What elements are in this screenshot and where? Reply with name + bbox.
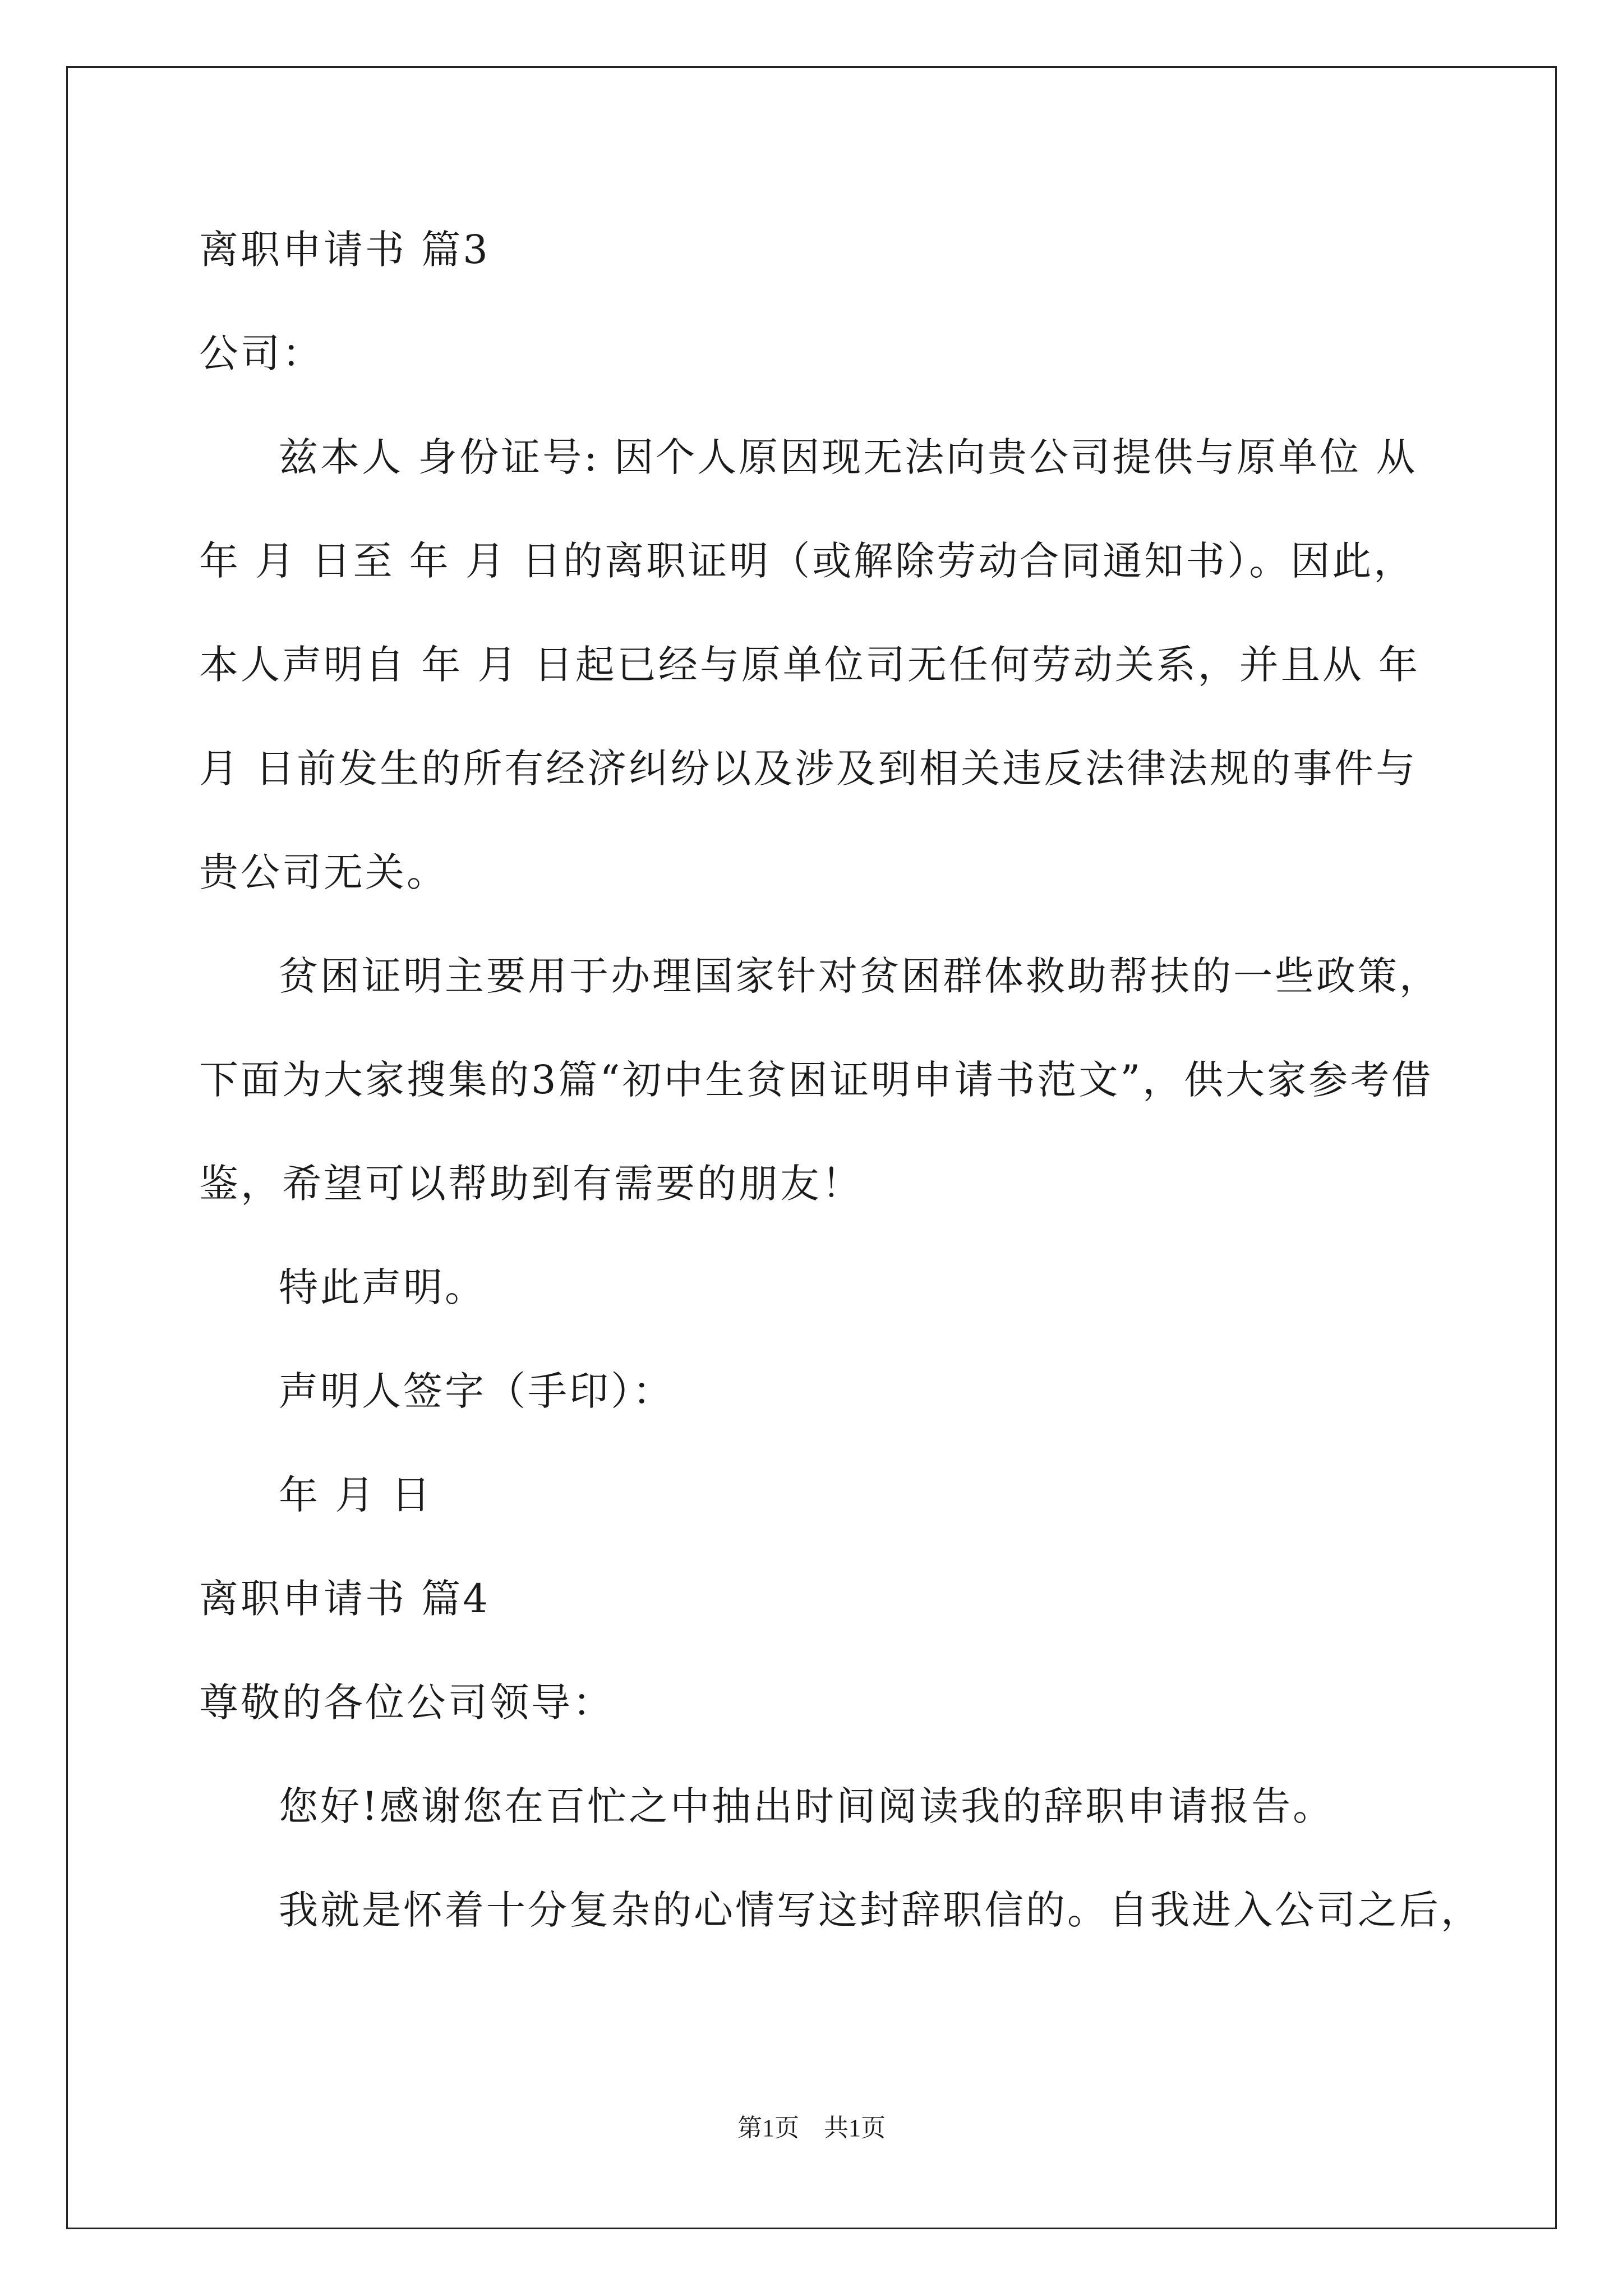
- signature-line: 声明人签字（手印）：: [279, 1368, 674, 1414]
- salutation: 公司：: [199, 330, 324, 376]
- paragraph-line: 您好!感谢您在百忙之中抽出时间阅读我的辞职申请报告。: [279, 1783, 1335, 1829]
- paragraph-line: 年 月 日至 年 月 日的离职证明（或解除劳动合同通知书）。因此，: [199, 538, 1415, 584]
- date-line: 年 月 日: [279, 1472, 433, 1518]
- section-heading-4: 离职申请书 篇4: [199, 1576, 490, 1622]
- closing-statement: 特此声明。: [279, 1264, 486, 1310]
- paragraph-line: 鉴，希望可以帮助到有需要的朋友！: [199, 1161, 863, 1207]
- paragraph-line: 本人声明自 年 月 日起已经与原单位司无任何劳动关系，并且从 年: [199, 642, 1421, 688]
- paragraph-line: 兹本人 身份证号: 因个人原因现无法向贵公司提供与原单位 从: [279, 434, 1418, 480]
- paragraph-line: 贫困证明主要用于办理国家针对贫困群体救助帮扶的一些政策，: [279, 953, 1441, 999]
- page-number: 第1页 共1页: [737, 2114, 886, 2142]
- salutation: 尊敬的各位公司领导：: [199, 1680, 614, 1726]
- paragraph-line: 我就是怀着十分复杂的心情写这封辞职信的。自我进入公司之后，: [279, 1887, 1482, 1933]
- paragraph-line: 月 日前发生的所有经济纠纷以及涉及到相关违反法律法规的事件与: [199, 746, 1418, 792]
- section-heading-3: 离职申请书 篇3: [199, 227, 490, 273]
- paragraph-line: 下面为大家搜集的3篇“初中生贫困证明申请书范文”，供大家参考借: [199, 1057, 1433, 1103]
- paragraph-line: 贵公司无关。: [199, 849, 448, 895]
